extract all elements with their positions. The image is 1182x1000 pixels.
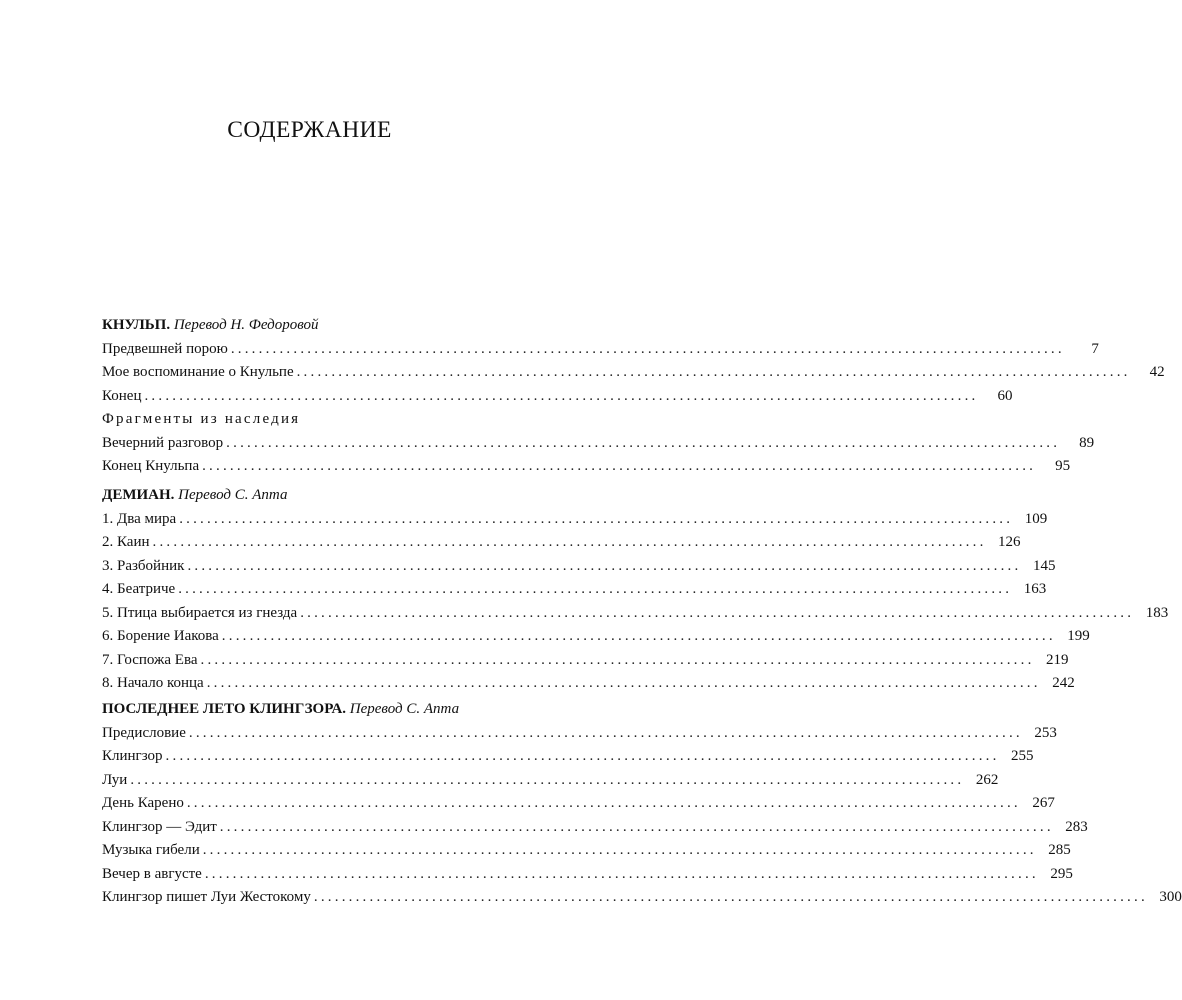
entry-title: 5. Птица выбирается из гнезда <box>102 604 298 621</box>
entry-title: Предисловие <box>102 724 186 741</box>
section-translator: Перевод С. Апта <box>178 487 288 503</box>
section-title: ДЕМИАН. <box>102 487 175 503</box>
toc-entry[interactable] <box>102 672 1075 696</box>
toc-entry[interactable] <box>102 792 1055 816</box>
dot-leader: ........................................................................................................................ <box>221 628 1056 644</box>
entry-title: Конец Кнульпа <box>102 458 200 474</box>
entry-title: 1. Два мира <box>102 510 177 527</box>
entry-page-number: 183 <box>1145 604 1169 621</box>
toc-entry[interactable] <box>102 555 1056 579</box>
dot-leader: ........................................................................................................................ <box>130 771 965 788</box>
dot-leader: ........................................................................................................................ <box>144 387 979 404</box>
entry-title: Клингзор — Эдит <box>102 818 217 835</box>
dot-leader: ........................................................................................................................ <box>206 675 1041 691</box>
entry-page-number: 126 <box>998 534 1021 550</box>
dot-leader: ........................................................................................................................ <box>300 604 1135 621</box>
dot-leader: ........................................................................................................................ <box>187 557 1022 574</box>
toc-entry[interactable] <box>102 745 1034 769</box>
dot-leader: ........................................................................................................................ <box>178 581 1013 597</box>
section-translator: Перевод С. Апта <box>349 701 460 717</box>
entry-page-number: 199 <box>1067 628 1090 644</box>
toc-entry[interactable] <box>102 863 1073 887</box>
entry-page-number: 295 <box>1050 865 1073 882</box>
entry-title: Вечерний разговор <box>102 434 224 451</box>
toc-entry[interactable] <box>102 769 999 793</box>
entry-title: Вечер в августе <box>102 865 202 882</box>
entry-page-number: 95 <box>1055 458 1071 474</box>
entry-title: Клингзор пишет Луи Жестокому <box>102 889 311 905</box>
entry-page-number: 163 <box>1023 581 1047 597</box>
dot-leader: ........................................................................................................................ <box>313 889 1148 905</box>
dot-leader: ........................................................................................................................ <box>202 842 1037 858</box>
entry-title: 7. Госпожа Ева <box>102 651 198 668</box>
toc-entry[interactable] <box>102 816 1088 840</box>
entry-page-number: 89 <box>1079 434 1095 451</box>
entry-page-number: 145 <box>1032 557 1056 574</box>
toc-section-demian <box>102 484 1169 696</box>
toc-entry[interactable] <box>102 625 1090 649</box>
toc-entry[interactable] <box>102 578 1047 602</box>
dot-leader: ........................................................................................................................ <box>186 795 1021 811</box>
toc-entry[interactable] <box>102 338 1099 362</box>
dot-leader: ........................................................................................................................ <box>179 510 1014 527</box>
entry-title: День Карено <box>102 795 184 811</box>
dot-leader: ........................................................................................................................ <box>296 364 1131 380</box>
entry-title: 3. Разбойник <box>102 557 185 574</box>
dot-leader: ........................................................................................................................ <box>226 434 1061 451</box>
dot-leader: ........................................................................................................................ <box>230 340 1065 357</box>
entry-page-number: 285 <box>1048 842 1071 858</box>
section-title: ПОСЛЕДНЕЕ ЛЕТО КЛИНГЗОРА. <box>102 701 347 717</box>
entry-page-number: 219 <box>1046 651 1069 668</box>
toc-entry[interactable] <box>102 839 1071 863</box>
section-heading <box>102 314 553 338</box>
dot-leader: ........................................................................................................................ <box>200 651 1035 668</box>
entry-title: Музыка гибели <box>102 842 200 858</box>
dot-leader: ........................................................................................................................ <box>204 865 1039 882</box>
entry-title: Мое воспоминание о Кнульпе <box>102 364 294 380</box>
entry-page-number: 255 <box>1011 748 1034 764</box>
entry-title: Предвешней порою <box>102 340 228 357</box>
dot-leader: ........................................................................................................................ <box>188 724 1023 741</box>
entry-page-number: 109 <box>1024 510 1048 527</box>
section-heading <box>102 484 553 508</box>
dot-leader: ........................................................................................................................ <box>219 818 1054 835</box>
page-title: СОДЕРЖАНИЕ <box>227 117 392 143</box>
entry-title: 2. Каин <box>102 534 150 550</box>
subsection-heading: Фрагменты из наследия <box>102 411 301 427</box>
dot-leader: ........................................................................................................................ <box>165 748 1000 764</box>
toc-entry[interactable] <box>102 385 1013 409</box>
toc-entry[interactable] <box>102 455 1071 479</box>
entry-title: 4. Беатриче <box>102 581 176 597</box>
entry-title: Луи <box>102 771 128 788</box>
entry-page-number: 262 <box>975 771 999 788</box>
dot-leader: ........................................................................................................................ <box>202 458 1037 474</box>
toc-entry[interactable] <box>102 722 1057 746</box>
entry-page-number: 7 <box>1091 340 1099 357</box>
entry-page-number: 42 <box>1149 364 1165 380</box>
entry-page-number: 242 <box>1052 675 1075 691</box>
toc-entry[interactable] <box>102 602 1169 626</box>
section-heading <box>102 698 553 722</box>
section-title: КНУЛЬП. <box>102 317 171 333</box>
toc-entry[interactable] <box>102 361 1165 385</box>
entry-title: Клингзор <box>102 748 163 764</box>
entry-title: 8. Начало конца <box>102 675 204 691</box>
entry-page-number: 253 <box>1034 724 1057 741</box>
toc-section-klingsor <box>102 698 1182 910</box>
entry-page-number: 300 <box>1159 889 1182 905</box>
section-translator: Перевод Н. Федоровой <box>173 317 319 333</box>
toc-entry[interactable] <box>102 531 1021 555</box>
entry-title: 6. Борение Иакова <box>102 628 219 644</box>
entry-page-number: 283 <box>1065 818 1088 835</box>
toc-entry[interactable] <box>102 432 1095 456</box>
toc-entry[interactable] <box>102 649 1069 673</box>
entry-page-number: 267 <box>1032 795 1055 811</box>
toc-section-knulp <box>102 314 1165 479</box>
entry-page-number: 60 <box>997 387 1013 404</box>
entry-title: Конец <box>102 387 142 404</box>
toc-entry[interactable] <box>102 508 1048 532</box>
toc-entry[interactable] <box>102 886 1182 910</box>
dot-leader: ........................................................................................................................ <box>152 534 987 550</box>
